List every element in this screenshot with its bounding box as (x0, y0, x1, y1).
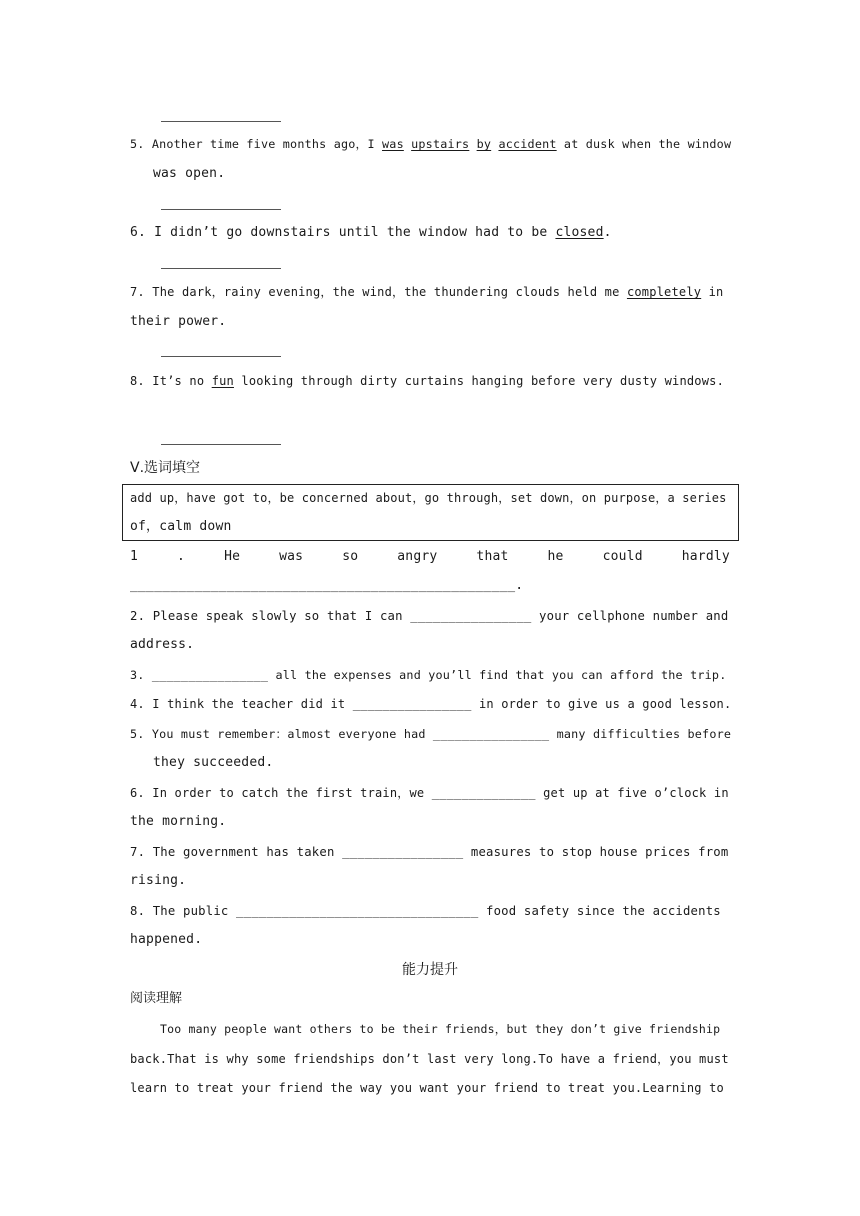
answer-blank[interactable] (161, 121, 281, 122)
rewrite-item-7: 7. The dark，rainy evening，the wind，the thundering clouds held me completely in (130, 285, 724, 299)
fill-item-4: 4. I think the teacher did it ________________ in order to give us a good lesson. (130, 697, 732, 711)
underlined-word: accident (498, 137, 557, 151)
fill-item-7-cont: rising. (130, 873, 187, 888)
reading-comprehension-label: 阅读理解 (130, 991, 183, 1006)
fill-item-6-cont: the morning. (130, 814, 227, 829)
underlined-word: was (382, 137, 404, 151)
paragraph-line: learn to treat your friend the way you want your friend to treat you.Learning to (130, 1081, 724, 1095)
section-title: Ⅴ.选词填空 (130, 460, 201, 476)
answer-blank[interactable] (161, 444, 281, 445)
rewrite-item-7-cont: their power. (130, 314, 227, 329)
fill-item-2-cont: address. (130, 637, 195, 652)
fill-item-8-cont: happened. (130, 932, 203, 947)
fill-item-3: 3. ________________ all the expenses and you’ll find that you can afford the trip. (130, 668, 727, 682)
rewrite-item-6: 6. I didn’t go downstairs until the window had to be closed. (130, 225, 612, 240)
fill-item-2: 2. Please speak slowly so that I can ________________ your cellphone number and (130, 609, 729, 623)
rewrite-item-5-cont: was open. (153, 166, 226, 181)
answer-blank[interactable] (161, 356, 281, 357)
answer-blank[interactable] (161, 209, 281, 210)
fill-item-1-blank[interactable]: ________________________________________________. (130, 578, 524, 593)
underlined-word: completely (626, 285, 702, 299)
section-heading-ability: 能力提升 (402, 962, 458, 978)
fill-item-6: 6. In order to catch the first train，we ______________ get up at five o’clock in (130, 786, 729, 800)
fill-item-1: 1 . He was so angry that he could hardly (130, 549, 730, 564)
fill-item-5: 5. You must remember：almost everyone had ________________ many difficulties before (130, 727, 732, 741)
underlined-word: by (476, 137, 492, 151)
fill-item-5-cont: they succeeded. (153, 755, 274, 770)
paragraph-line: Too many people want others to be their friends，but they don’t give friendship (160, 1022, 721, 1036)
fill-item-8: 8. The public ________________________________ food safety since the accidents (130, 904, 721, 918)
fill-item-7: 7. The government has taken ________________ measures to stop house prices from (130, 845, 729, 859)
word-bank-line-1: add up，have got to，be concerned about，go through，set down，on purpose，a series (130, 491, 727, 505)
underlined-word: fun (211, 374, 234, 388)
rewrite-item-5: 5. Another time five months ago，I was upstairs by accident at dusk when the window (130, 137, 732, 151)
rewrite-item-8: 8. It’s no fun looking through dirty curtains hanging before very dusty windows. (130, 374, 724, 388)
underlined-word: closed (555, 225, 604, 240)
underlined-word: upstairs (411, 137, 470, 151)
answer-blank[interactable] (161, 268, 281, 269)
word-bank-line-2: of，calm down (130, 519, 232, 534)
paragraph-line: back.That is why some friendships don’t last very long.To have a friend，you must (130, 1052, 729, 1066)
